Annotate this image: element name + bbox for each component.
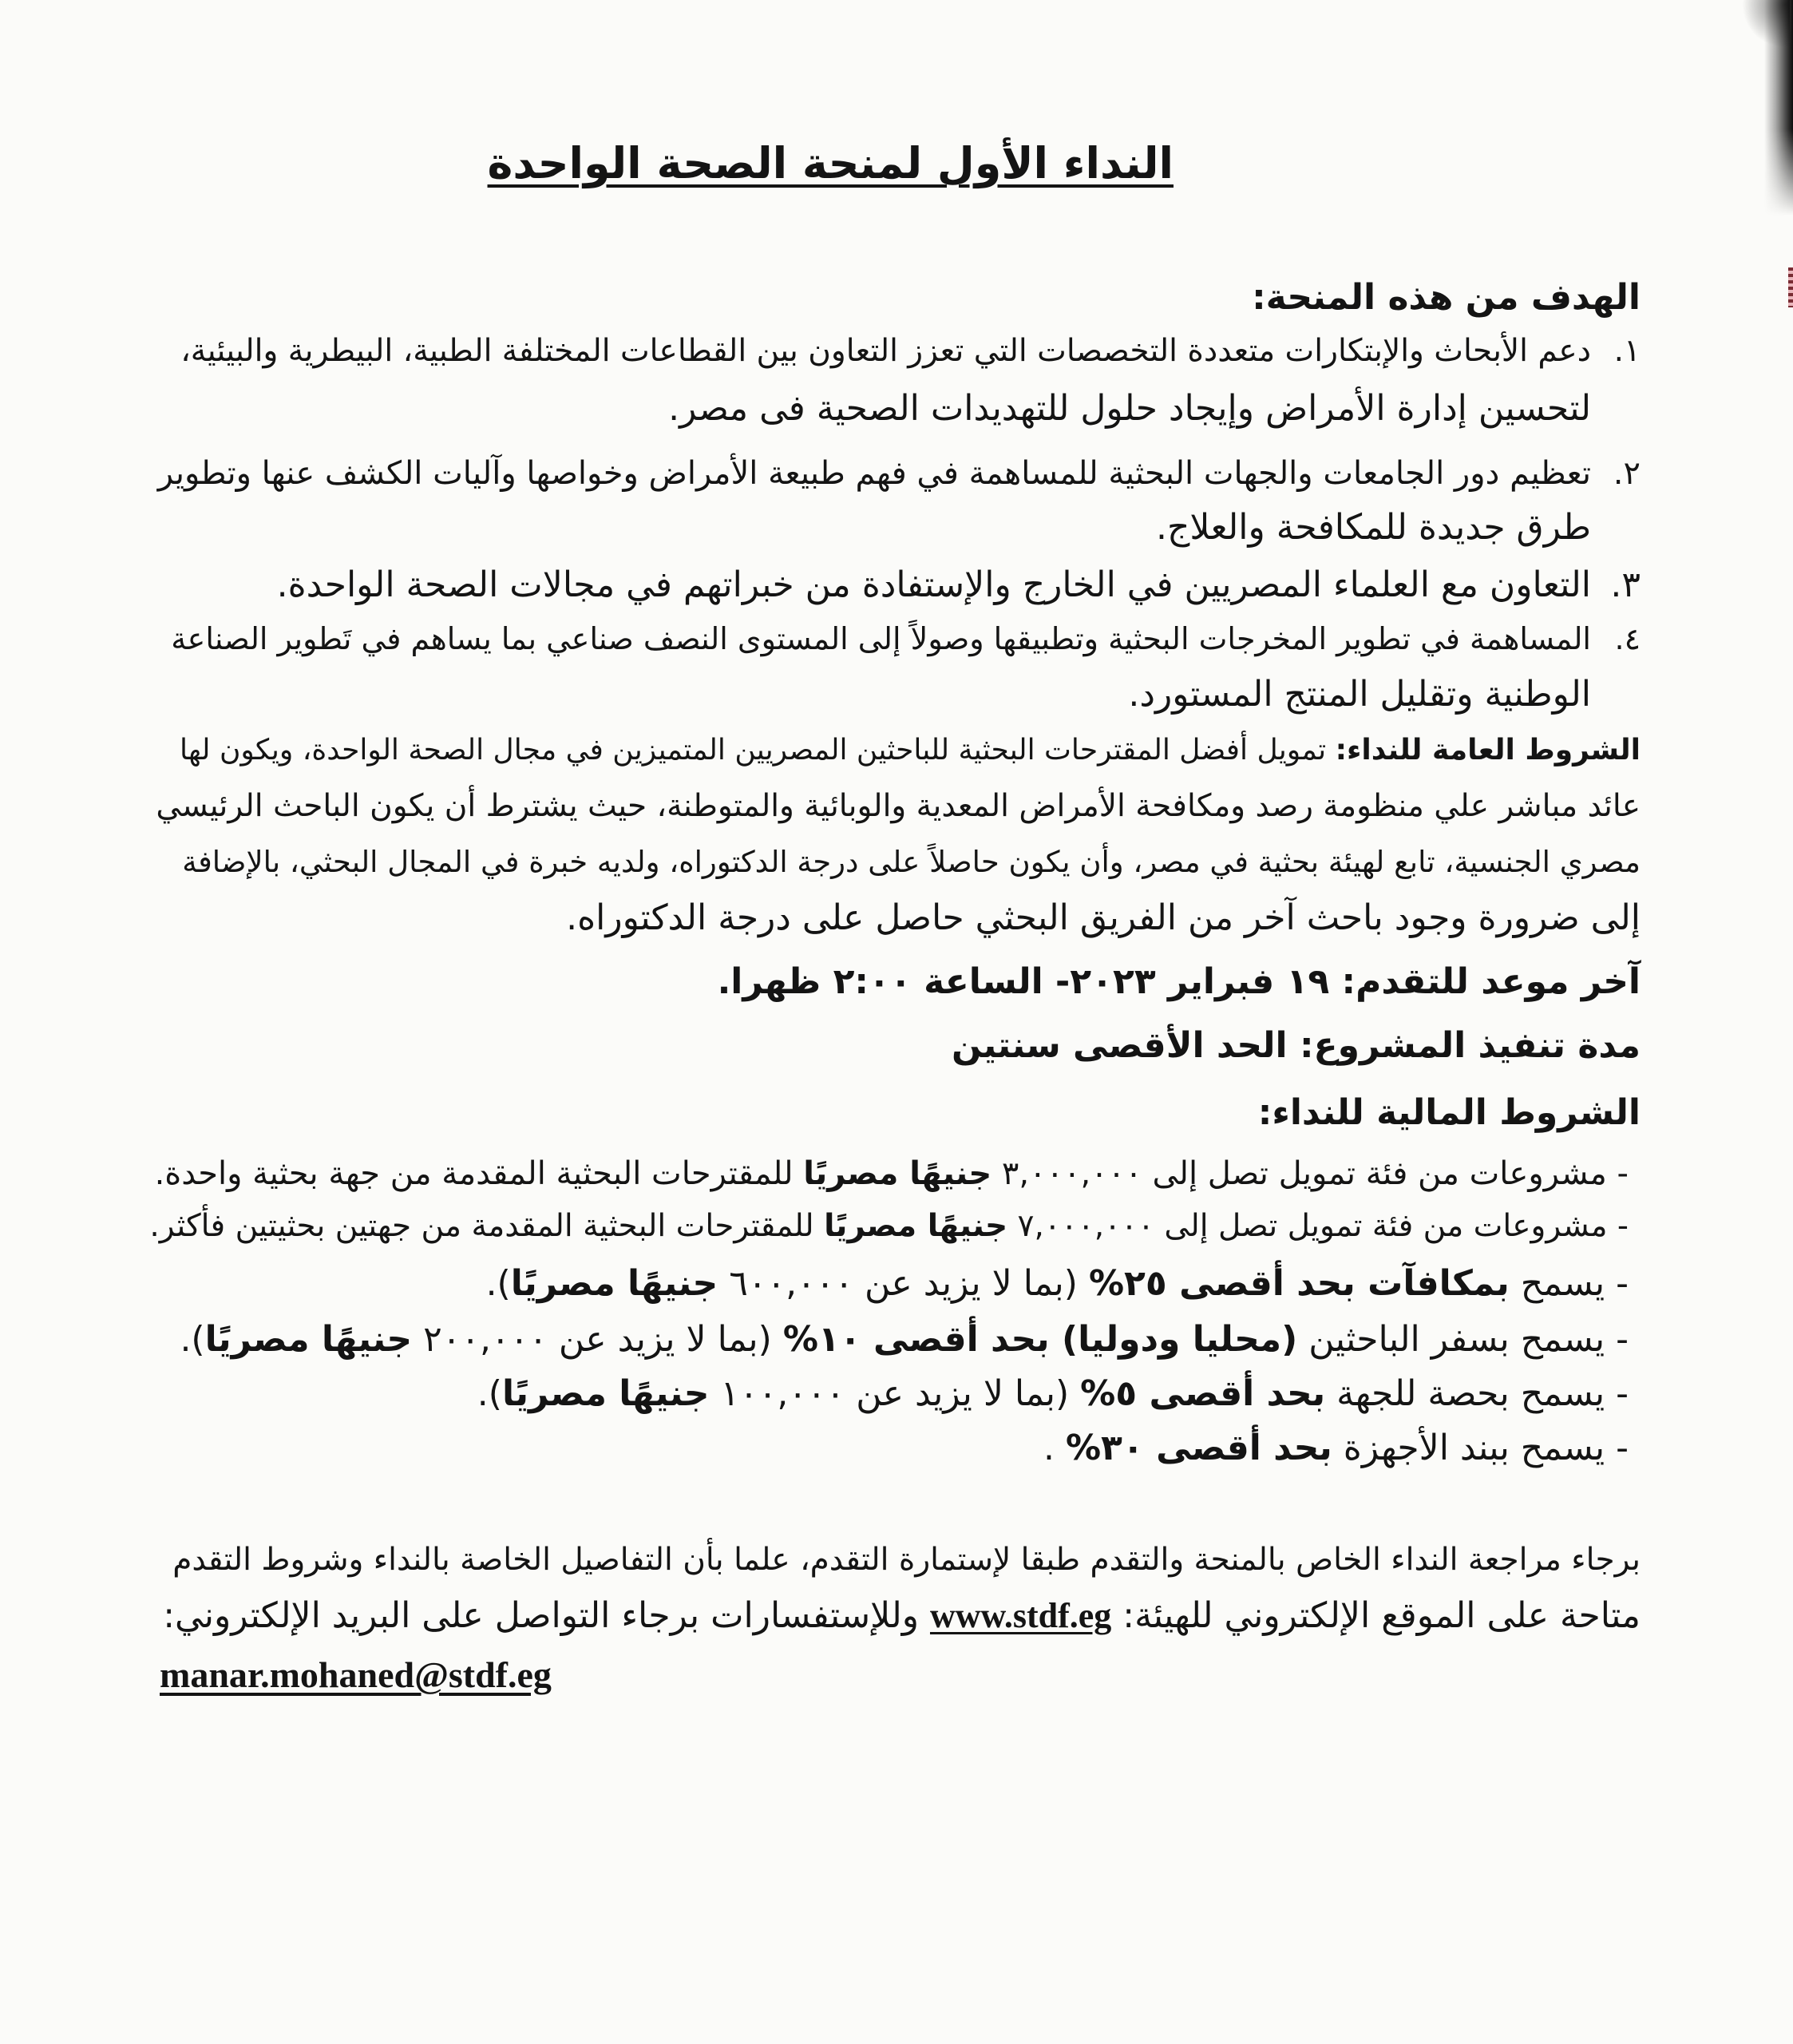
closing-line-2 xyxy=(163,1594,1641,1638)
list-number: ١. xyxy=(1613,333,1641,369)
objective-item-2-line-2: طرق جديدة للمكافحة والعلاج. xyxy=(1156,507,1591,548)
objective-item-4-line-2: الوطنية وتقليل المنتج المستورد. xyxy=(1128,674,1591,715)
financial-bullet-3 xyxy=(486,1262,1629,1306)
bullet-bold: بمكافآت بحد أقصى ٢٥% xyxy=(1088,1263,1510,1304)
bullet-bold: بحد أقصى ٣٠% xyxy=(1065,1428,1332,1468)
contact-email-link[interactable]: manar.mohaned@stdf.eg xyxy=(160,1654,552,1695)
bullet-bold: جنيهًا مصريًا xyxy=(824,1208,1008,1244)
financial-conditions-heading: الشروط المالية للنداء: xyxy=(1257,1092,1641,1133)
closing-line-1: برجاء مراجعة النداء الخاص بالمنحة والتقدم طبقا لإستمارة التقدم، علما بأن التفاصيل الخاصة بالنداء وشروط التقدم xyxy=(172,1542,1641,1578)
bullet-text: للمقترحات البحثية المقدمة من جهة بحثية واحدة. xyxy=(154,1155,804,1192)
scan-corner-shadow xyxy=(1742,0,1790,48)
bullet-text: - يسمح xyxy=(1509,1263,1629,1304)
objective-item-3-line-1 xyxy=(277,563,1641,608)
project-duration: مدة تنفيذ المشروع: الحد الأقصى سنتين xyxy=(951,1025,1641,1066)
objective-item-4-line-1 xyxy=(171,616,1641,661)
bullet-bold: (محليا ودوليا) بحد أقصى ١٠% xyxy=(782,1319,1298,1360)
bullet-bold: جنيهًا مصريًا xyxy=(803,1155,992,1192)
bullet-text: - يسمح بسفر الباحثين xyxy=(1297,1319,1629,1360)
website-link[interactable]: www.stdf.eg xyxy=(929,1596,1112,1635)
scan-edge-mark xyxy=(1788,267,1793,307)
closing-text: متاحة على الموقع الإلكتروني للهيئة: xyxy=(1111,1595,1641,1636)
list-number: ٣. xyxy=(1610,564,1641,605)
bullet-text: - مشروعات من فئة تمويل تصل إلى ٧,٠٠٠,٠٠٠ xyxy=(1007,1208,1629,1244)
bullet-text: . xyxy=(1043,1428,1066,1468)
objective-item-2-line-1 xyxy=(158,451,1641,496)
general-conditions-line-2: عائد مباشر علي منظومة رصد ومكافحة الأمراض المعدية والوبائية والمتوطنة، حيث يشترط أن يكون الباحث الرئيسي xyxy=(156,788,1641,824)
bullet-text: (بما لا يزيد عن ٢٠٠,٠٠٠ xyxy=(412,1319,783,1360)
financial-bullet-1 xyxy=(155,1151,1629,1196)
financial-bullet-4 xyxy=(180,1317,1629,1362)
bullet-bold: جنيهًا مصريًا xyxy=(510,1263,718,1304)
general-conditions-text: تمويل أفضل المقترحات البحثية للباحثين المصريين المتميزين في مجال الصحة الواحدة، ويكون لها xyxy=(179,734,1336,766)
document-title: النداء الأول لمنحة الصحة الواحدة xyxy=(487,138,1174,188)
bullet-bold: جنيهًا مصريًا xyxy=(501,1373,710,1414)
general-conditions-line-3: مصري الجنسية، تابع لهيئة بحثية في مصر، وأن يكون حاصلاً على درجة الدكتوراه، ولديه خبرة في المجال البحثي، بالإضافة xyxy=(182,845,1641,879)
bullet-text: - يسمح ببند الأجهزة xyxy=(1332,1428,1629,1468)
general-conditions-line-4: إلى ضرورة وجود باحث آخر من الفريق البحثي حاصل على درجة الدكتوراه. xyxy=(566,897,1641,938)
bullet-text: (بما لا يزيد عن ١٠٠,٠٠٠ xyxy=(709,1373,1081,1414)
bullet-text: - مشروعات من فئة تمويل تصل إلى ٣,٠٠٠,٠٠٠ xyxy=(991,1155,1629,1192)
bullet-text: - يسمح بحصة للجهة xyxy=(1325,1373,1629,1414)
bullet-text: ). xyxy=(180,1319,205,1360)
list-text: التعاون مع العلماء المصريين في الخارج والإستفادة من خبراتهم في مجالات الصحة الواحدة. xyxy=(276,564,1591,605)
list-text: دعم الأبحاث والإبتكارات متعددة التخصصات التي تعزز التعاون بين القطاعات المختلفة الطبية، البيطرية والبيئية، xyxy=(180,333,1591,369)
bullet-bold: جنيهًا مصريًا xyxy=(204,1319,413,1360)
closing-text: وللإستفسارات برجاء التواصل على البريد الإلكتروني: xyxy=(163,1595,930,1636)
bullet-text: ). xyxy=(485,1263,511,1304)
list-text: تعظيم دور الجامعات والجهات البحثية للمساهمة في فهم طبيعة الأمراض وخواصها وآليات الكشف عنها وتطوير xyxy=(157,455,1591,492)
list-number: ٢. xyxy=(1613,455,1641,492)
bullet-bold: بحد أقصى ٥% xyxy=(1080,1373,1326,1414)
financial-bullet-2 xyxy=(149,1204,1629,1249)
general-conditions-line-1 xyxy=(180,728,1641,773)
financial-bullet-5 xyxy=(477,1372,1629,1416)
list-text: المساهمة في تطوير المخرجات البحثية وتطبيقها وصولاً إلى المستوى النصف صناعي بما يساهم في تَطوير الصناعة xyxy=(171,621,1591,656)
objective-item-1-line-1 xyxy=(180,329,1641,374)
bullet-text: للمقترحات البحثية المقدمة من جهتين بحثيتين فأكثر. xyxy=(149,1208,825,1244)
deadline: آخر موعد للتقدم: ١٩ فبراير ٢٠٢٣- الساعة ٢:٠٠ ظهرا. xyxy=(717,961,1641,1002)
bullet-text: ). xyxy=(477,1373,502,1414)
list-number: ٤. xyxy=(1614,621,1641,656)
general-conditions-label: الشروط العامة للنداء: xyxy=(1335,734,1641,766)
objectives-heading: الهدف من هذه المنحة: xyxy=(1252,277,1641,318)
bullet-text: (بما لا يزيد عن ٦٠٠,٠٠٠ xyxy=(718,1263,1089,1304)
objective-item-1-line-2: لتحسين إدارة الأمراض وإيجاد حلول للتهديدات الصحية فى مصر. xyxy=(668,388,1591,429)
financial-bullet-6 xyxy=(1043,1426,1629,1471)
